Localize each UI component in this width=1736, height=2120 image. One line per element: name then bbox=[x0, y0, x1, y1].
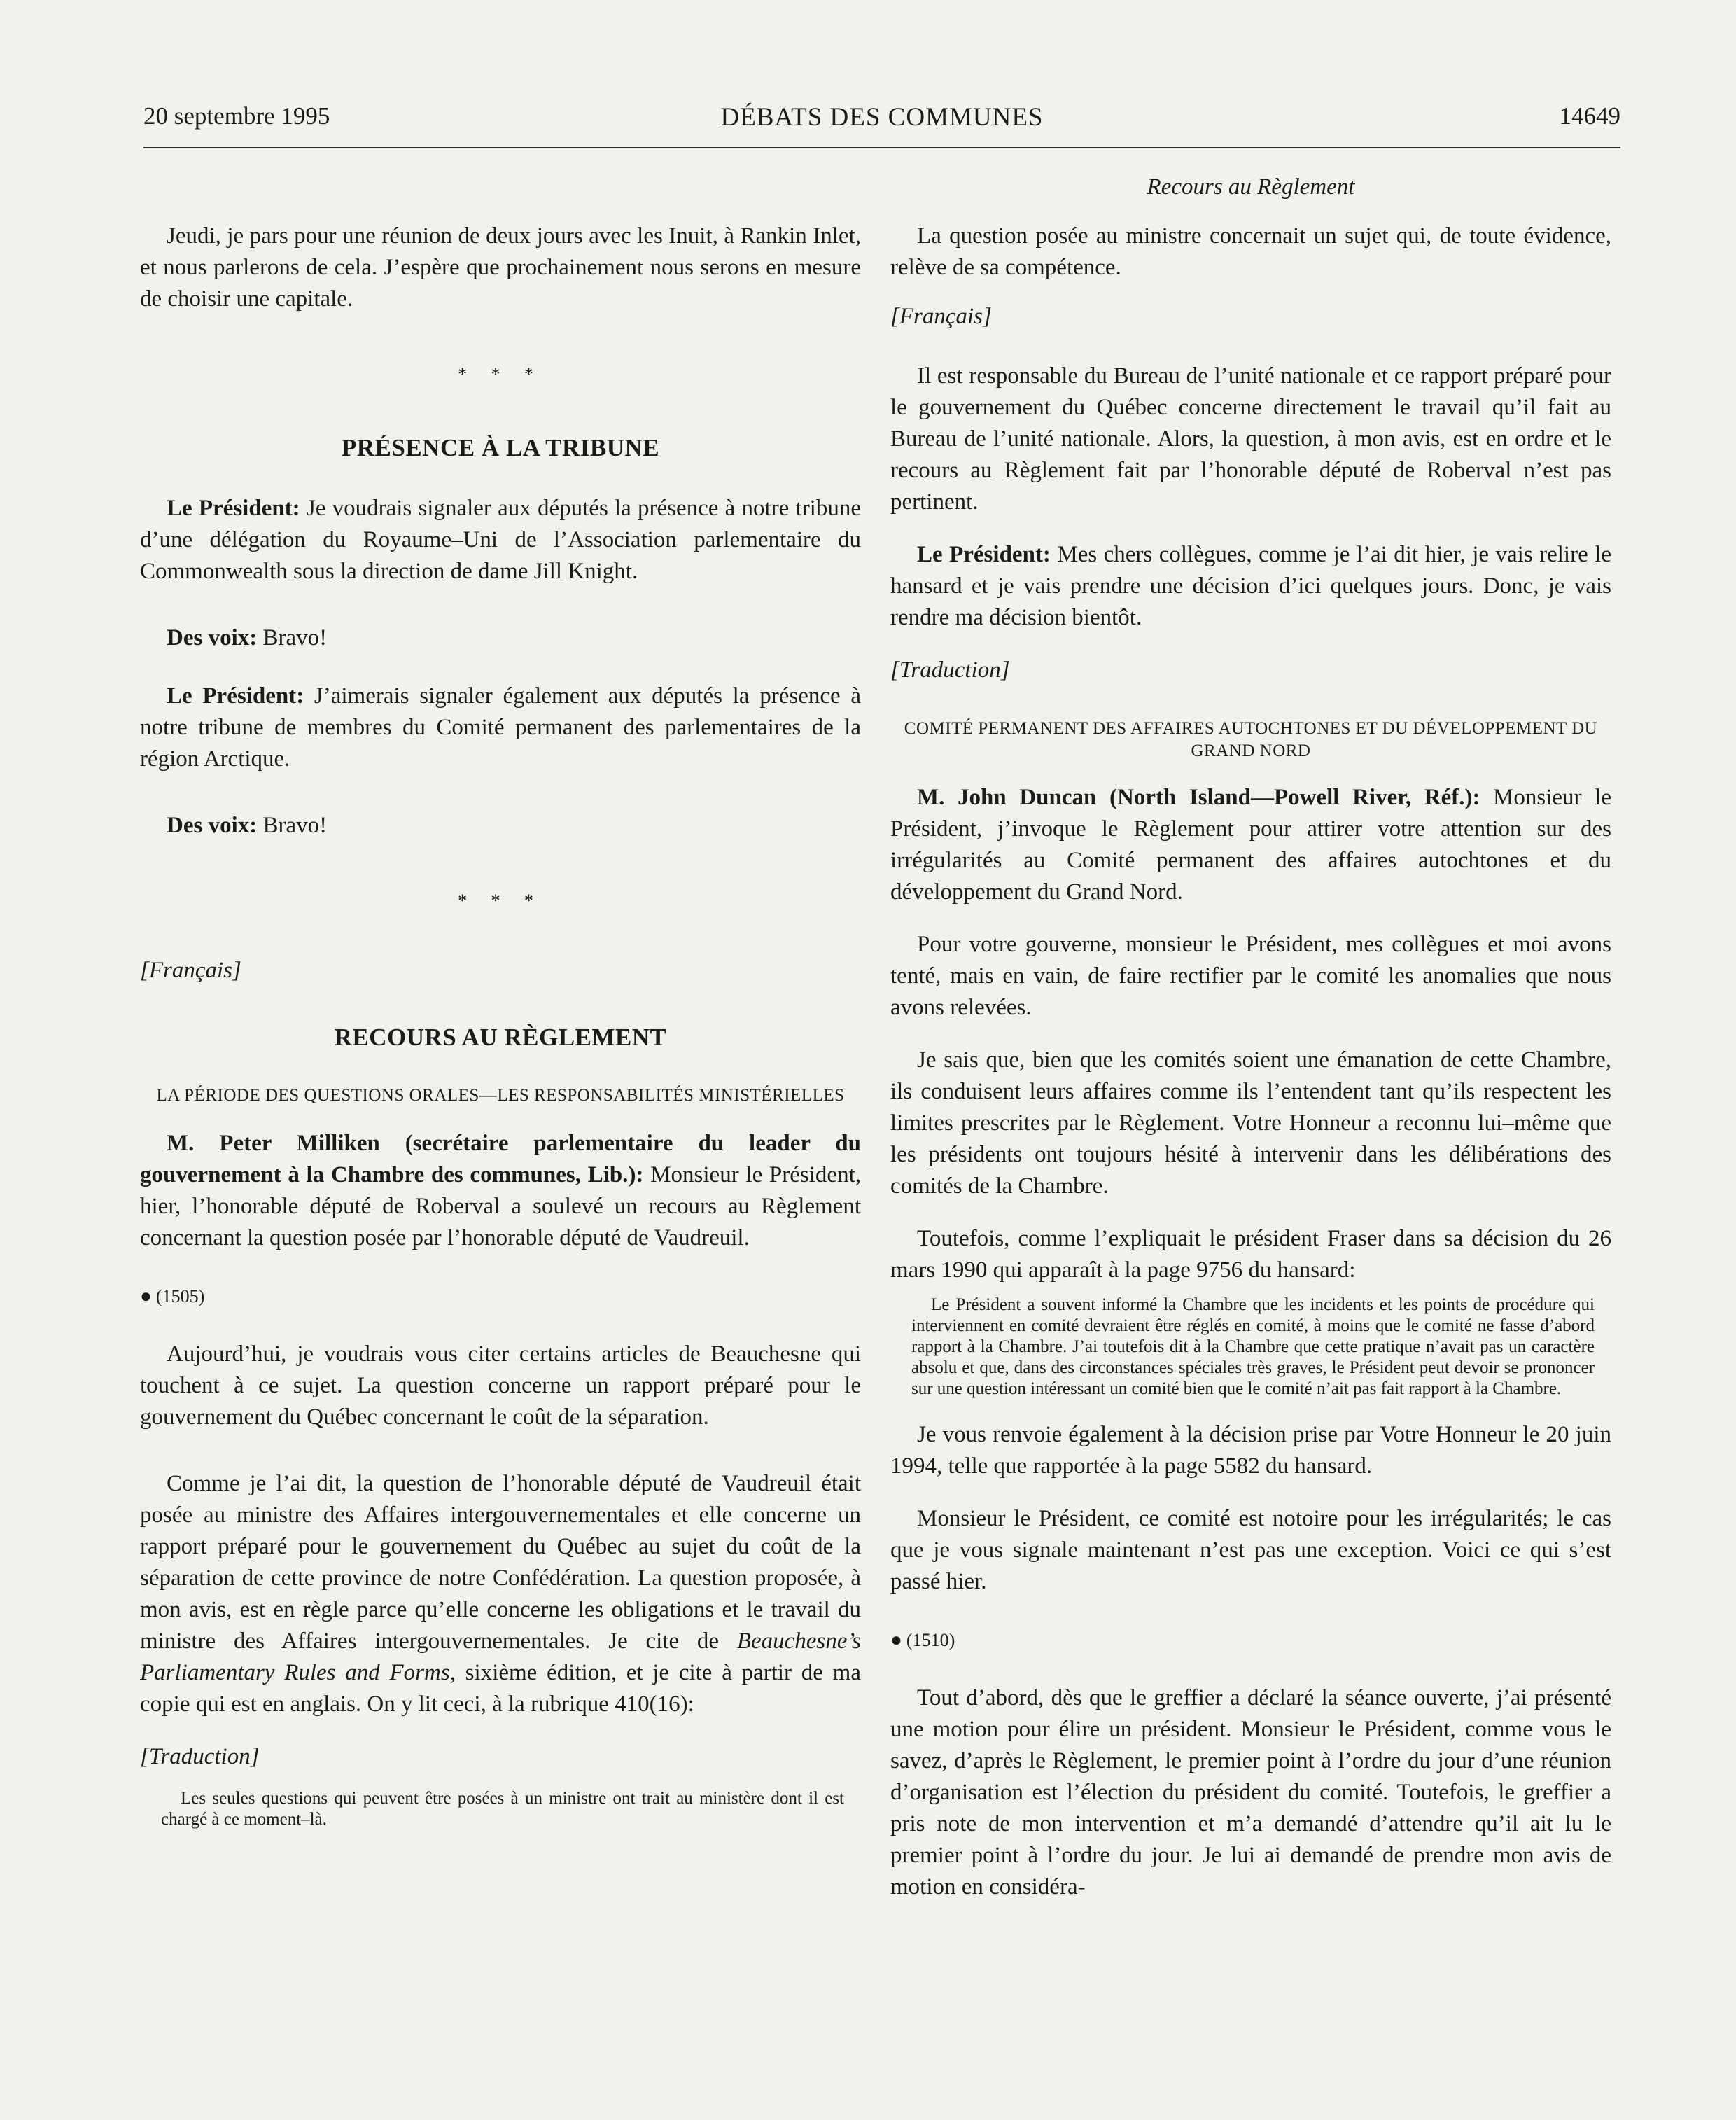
block-quote: Le Président a souvent informé la Chambre que les incidents et les points de procédure qui interviennent en comité devraient être réglés en comité, à moins que le comité ne fasse d’abord rapport à la Chambre. J’ai toutefois dit à la Chambre que cette pratique n’avait pas un caractère absolu et que, dans des circonstances spéciales très graves, le Président peut devoir se prononcer sur une question intéressant un comité bien que le comité n’ait pas fait rapport à la Chambre. bbox=[911, 1295, 1595, 1398]
paragraph bbox=[140, 681, 861, 775]
paragraph: Toutefois, comme l’expliquait le président Fraser dans sa décision du 26 mars 1990 qui apparaît à la page 9756 du hansard: bbox=[890, 1226, 1611, 1283]
header-page-number: 14649 bbox=[1559, 102, 1620, 130]
section-separator: * * * bbox=[458, 891, 543, 911]
language-marker: [Français] bbox=[140, 958, 241, 983]
bullet-icon: ● bbox=[140, 1285, 152, 1307]
speech-text: Bravo! bbox=[257, 813, 328, 838]
paragraph: Pour votre gouverne, monsieur le Président, mes collègues et moi avons tenté, mais en vain, de faire rectifier par le comité les anomalies que nous avons relevées. bbox=[890, 932, 1611, 1020]
bullet-icon: ● bbox=[890, 1629, 902, 1651]
header-date: 20 septembre 1995 bbox=[144, 102, 330, 130]
time-marker-text: (1510) bbox=[906, 1630, 955, 1650]
speech-text: Monsieur le Président, j’invoque le Règlement pour attirer votre attention sur des irrégularités au Comité permanent des affaires autochtones et du développement du Grand Nord. bbox=[890, 785, 1611, 905]
section-heading: PRÉSENCE À LA TRIBUNE bbox=[341, 434, 660, 461]
speaker-name: Des voix: bbox=[167, 813, 258, 838]
header-rule bbox=[144, 147, 1620, 148]
page-header bbox=[144, 102, 1620, 139]
paragraph bbox=[140, 1128, 861, 1254]
paragraph: Tout d’abord, dès que le greffier a déclaré la séance ouverte, j’ai présenté une motion pour élire un président. Monsieur le Président, comme vous le savez, d’après le Règlement, le premier point à l’ordre du jour d’une réunion d’organisation est l’élection du président du comité. Toutefois, le greffier a pris note de mon intervention et m’a demandé d’attendre qu’il ait lu le premier point à l’ordre du jour. Je lui ai demandé de prendre mon avis de motion en considéra- bbox=[890, 1685, 1611, 1899]
speech-text: J’aimerais signaler également aux députés la présence à notre tribune de membres du Comité permanent des parlementaires de la région Arctique. bbox=[140, 683, 862, 772]
time-marker-text: (1505) bbox=[155, 1286, 205, 1306]
section-running-title: Recours au Règlement bbox=[1147, 174, 1355, 200]
paragraph bbox=[140, 810, 861, 842]
right-column bbox=[890, 172, 1611, 1903]
paragraph bbox=[890, 782, 1611, 908]
speaker-name: Le Président: bbox=[167, 496, 300, 521]
speaker-name: Des voix: bbox=[167, 625, 258, 650]
paragraph: La question posée au ministre concernait un sujet qui, de toute évidence, relève de sa compétence. bbox=[890, 223, 1611, 280]
time-marker bbox=[140, 1281, 861, 1312]
paragraph bbox=[890, 539, 1611, 634]
paragraph: Aujourd’hui, je voudrais vous citer certains articles de Beauchesne qui touchent à ce sujet. La question concerne un rapport préparé pour le gouvernement du Québec concernant le coût de la séparation. bbox=[140, 1341, 861, 1430]
speaker-name: M. Peter Milliken (secrétaire parlementaire du leader du gouvernement à la Chambre des communes, Lib.): bbox=[140, 1131, 861, 1187]
language-marker: [Traduction] bbox=[890, 657, 1010, 683]
speaker-name: Le Président: bbox=[167, 683, 304, 709]
section-separator: * * * bbox=[458, 364, 543, 384]
left-column bbox=[140, 172, 861, 1830]
section-heading: RECOURS AU RÈGLEMENT bbox=[334, 1024, 667, 1051]
paragraph: Je sais que, bien que les comités soient une émanation de cette Chambre, ils conduisent leurs affaires comme ils l’entendent tant qu’ils respectent les limites prescrites par le Règlement. Votre Honneur a reconnu lui–même que les présidents ont toujours hésité à intervenir dans les délibérations des comités de la Chambre. bbox=[890, 1047, 1611, 1199]
sub-heading: LA PÉRIODE DES QUESTIONS ORALES—LES RESPONSABILITÉS MINISTÉRIELLES bbox=[156, 1086, 845, 1105]
speaker-name: M. John Duncan (North Island—Powell River, Réf.): bbox=[917, 785, 1480, 810]
paragraph bbox=[140, 1468, 861, 1720]
block-quote: Les seules questions qui peuvent être posées à un ministre ont trait au ministère dont il est chargé à ce moment–là. bbox=[161, 1789, 844, 1829]
paragraph-text: Comme je l’ai dit, la question de l’honorable député de Vaudreuil était posée au ministre des Affaires intergouvernementales et elle concerne un rapport préparé pour le gouvernement du Québec au sujet du coût de la séparation de cette province de notre Confédération. La question proposée, à mon avis, est en règle parce qu’elle concerne les obligations et le travail du ministre des Affaires intergouvernementales. Je cite de bbox=[140, 1471, 861, 1654]
citation-title: Beauchesne’s Parliamentary Rules and Forms bbox=[140, 1629, 861, 1685]
speaker-name: Le Président: bbox=[917, 542, 1051, 567]
speech-text: Mes chers collègues, comme je l’ai dit hier, je vais relire le hansard et je vais prendre une décision d’ici quelques jours. Donc, je vais rendre ma décision bientôt. bbox=[890, 542, 1612, 630]
paragraph bbox=[140, 622, 861, 654]
paragraph: Jeudi, je pars pour une réunion de deux jours avec les Inuit, à Rankin Inlet, et nous parlerons de cela. J’espère que prochainement nous serons en mesure de choisir une capitale. bbox=[140, 223, 861, 312]
sub-heading: COMITÉ PERMANENT DES AFFAIRES AUTOCHTONES ET DU DÉVELOPPEMENT DU GRAND NORD bbox=[904, 719, 1598, 760]
time-marker bbox=[890, 1624, 1611, 1656]
speech-text: Bravo! bbox=[257, 625, 328, 650]
language-marker: [Traduction] bbox=[140, 1744, 260, 1769]
language-marker: [Français] bbox=[890, 304, 992, 329]
paragraph: Monsieur le Président, ce comité est notoire pour les irrégularités; le cas que je vous signale maintenant n’est pas une exception. Voici ce qui s’est passé hier. bbox=[890, 1506, 1611, 1594]
paragraph bbox=[140, 493, 861, 587]
paragraph-text: , sixième édition, et je cite à partir de ma copie qui est en anglais. On y lit ceci, à la rubrique 410(16): bbox=[140, 1660, 861, 1717]
speech-text: Je voudrais signaler aux députés la présence à notre tribune d’une délégation du Royaume–Uni de l’Association parlementaire du Commonwealth sous la direction de dame Jill Knight. bbox=[140, 496, 861, 584]
paragraph: Il est responsable du Bureau de l’unité nationale et ce rapport préparé pour le gouvernement du Québec concerne directement le travail qu’il fait au Bureau de l’unité nationale. Alors, la question, à mon avis, est en ordre et le recours au Règlement fait par l’honorable député de Roberval n’est pas pertinent. bbox=[890, 363, 1611, 515]
paragraph: Je vous renvoie également à la décision prise par Votre Honneur le 20 juin 1994, telle que rapportée à la page 5582 du hansard. bbox=[890, 1422, 1611, 1479]
speech-text: Monsieur le Président, hier, l’honorable député de Roberval a soulevé un recours au Règlement concernant la question posée par l’honorable député de Vaudreuil. bbox=[140, 1162, 861, 1250]
header-title: DÉBATS DES COMMUNES bbox=[720, 103, 1044, 132]
